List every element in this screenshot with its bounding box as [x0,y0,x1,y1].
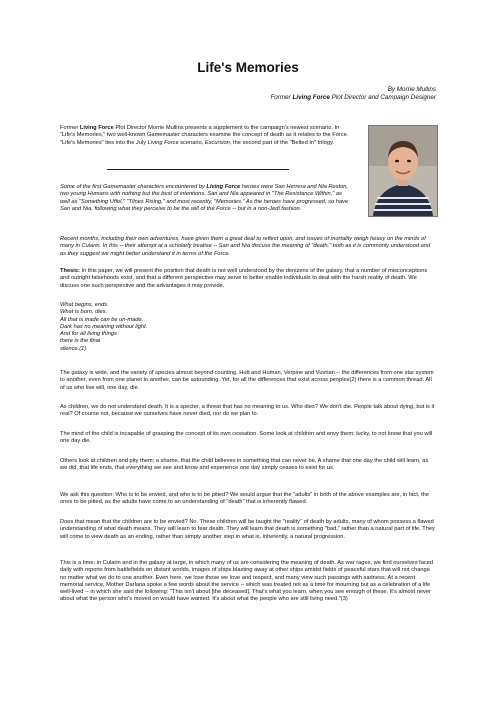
section-divider [107,169,289,170]
italic-intro-paragraph: Some of the first Gamemaster characters encountered by Living Force heroes were San Herrera and Nia Reston, two young Humans with nothing but the best of intentions. San and Nia appeared in "The Resistance Within," as well as "Something Uffel," "Tilnes Rising," and most recently, "Memories." As the heroes have progressed, so have San and Nia, following what they perceive to be the will of the Force -- but in a non-Jedi fashion. [60,184,349,212]
poem-line: All that is made can be un-made. [60,316,144,323]
recent-months-paragraph: Recent months, including their own adventures, have given them a great deal to reflect upon, and issues of mortality weigh heavy on the minds of many in Cularin. In this -- their attempt at a scholarly treatise -- San and Nia discuss the meaning of "death," both as it is commonly understood and as they suggest we might better understand it in terms of the Force. [60,236,431,257]
author-role: Former Living Force Plot Director and Campaign Designer [270,94,436,102]
poem-line: What begins, ends. [60,302,109,308]
thesis-label: Thesis: [60,268,80,274]
poem-line: And for all living things [60,331,117,338]
body-paragraph-3: The mind of the child is incapable of grasping the concept of its own cessation. Some look at children and envy them; lucky, to not know that you will one day die. [60,431,433,445]
body-paragraph-1: The galaxy is wide, and the variety of species almost beyond counting. Hutt and Human, Verpine and Vuvrian -- the differences from one star system to another, even from one planet to another, can be astounding. Yet, for all the differences that exist across peoples(2) there is a common thread. All of us who live will, one day, die. [60,370,434,391]
poem-block [60,302,436,353]
poem-line: Dark has no meaning without light. [60,323,148,330]
body-paragraph-5: We ask this question: Who is to be envied, and who is to be pitied? We would argue that the "adults" in both of the above examples are, in fact, the ones to be pitied, as the adults have come to an understanding of "death" that is inherently flawed. [60,492,429,506]
body-paragraph-2: As children, we do not understand death. It is a specter, a threat that has no meaning to us. Who dies? We don't die. People talk about dying, but is it real? Of course not, because we ourselves have never died, nor do we plan to. [60,404,435,418]
author-photo [368,125,438,217]
author-name: By Morrie Mullins [387,86,436,93]
poem-line: there is the final [60,338,101,345]
body-paragraph-7: This is a time, in Cularin and in the galaxy at large, in which many of us are considering the meaning of death. As war rages, we find ourselves faced daily with reports from battlefields on distant worlds, images of ships blasting away at other ships amidst fields of peaceful stars that will not change no matter what we do to one another. Even here, we lose those we love and respect, and many view such passings with sadness. At a recent memorial service, Mother Darlana spoke a few words about the service -- which was treated not as a time for mourning but as a celebration of a life well-lived -- in which she said the following: "This isn't about [the deceased]. That's what you learn, when you see enough of these. It's almost never about what the person who's moved on would have wanted. It's about what the people who are still living need."(3) [60,560,434,603]
thesis-paragraph: Thesis: In this paper, we will present the position that death is not well understood by the denizens of the galaxy, that a number of misconceptions and outright falsehoods exist, and that a different perspective may serve to better enable individuals to deal with the harsh reality of death. We discuss one such perspective and the advantages it may provide. [60,268,428,289]
body-paragraph-4: Others look at children and pity them; a shame, that the child believes in something that can never be. A shame that one day the child will learn, as we did, that life ends, that everything we see and know and experience one day simply ceases to exist for us. [60,458,429,472]
article-title: Life's Memories [197,60,299,75]
poem-line: silence.(1) [60,345,87,352]
poem-line: What is born, dies. [60,309,108,316]
byline [270,86,436,102]
author-portrait-image [369,126,437,216]
body-paragraph-6: Does that mean that the children are to be envied? No. These children will be taught the "reality" of death by adults, many of whom possess a flawed understanding of what death means. They will learn to fear death. They will learn that death is something "bad," rather than a natural part of life. They will come to view death as an ending, rather than simply another step in what is, inherently, a natural progression. [60,519,435,540]
intro-paragraph: Former Living Force Plot Director Morrie Mullins presents a supplement to the campaign's newest scenario. In "Life's Memories," two well-known Gamemaster characters examine the concept of death as it relates to the Force. "Life's Memories" ties into the July Living Force scenario, Excursion, the second part of the "Belted In" trilogy. [60,125,349,146]
